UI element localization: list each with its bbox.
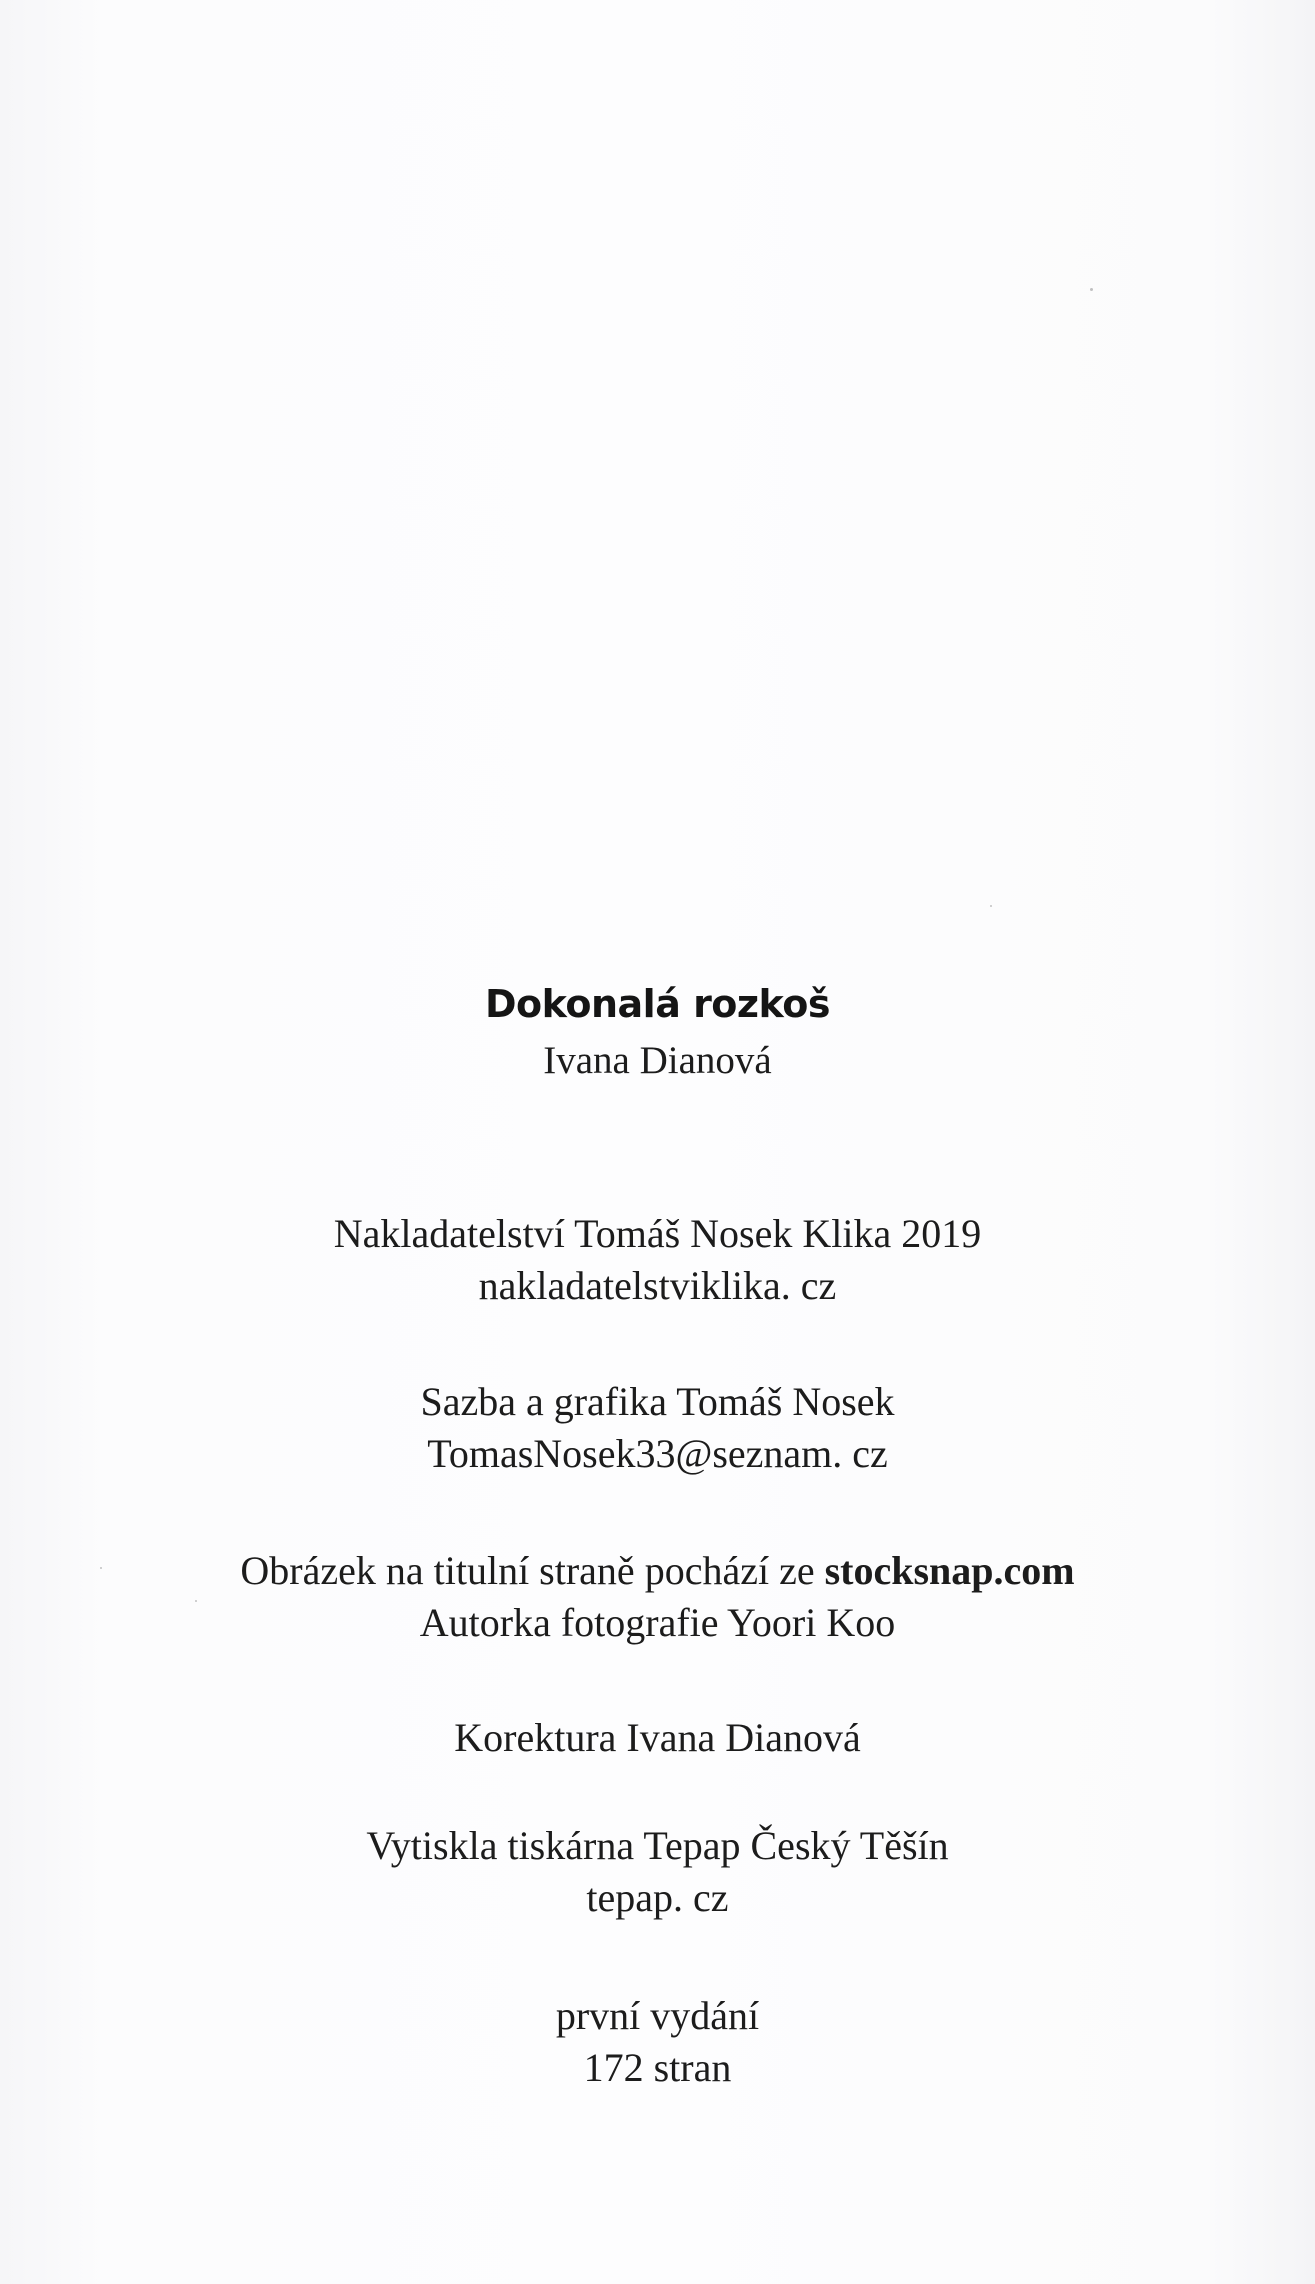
proofreading-line: Korektura Ivana Dianová bbox=[454, 1715, 861, 1760]
book-title: Dokonalá rozkoš bbox=[484, 982, 831, 1026]
cover-credits-block bbox=[0, 1545, 1315, 1649]
typesetting-email: TomasNosek33@seznam. cz bbox=[427, 1431, 888, 1476]
photographer-line: Autorka fotografie Yoori Koo bbox=[419, 1600, 896, 1645]
printing-block bbox=[0, 1820, 1315, 1924]
paper-speck bbox=[990, 905, 992, 907]
publisher-line: Nakladatelství Tomáš Nosek Klika 2019 bbox=[333, 1211, 982, 1256]
printing-line: Vytiskla tiskárna Tepap Český Těšín bbox=[366, 1823, 949, 1868]
publisher-block bbox=[0, 1208, 1315, 1312]
book-author: Ivana Dianová bbox=[543, 1039, 772, 1082]
edition-line: první vydání bbox=[555, 1993, 760, 2038]
paper-speck bbox=[1090, 288, 1093, 291]
cover-image-source-line bbox=[0, 1545, 1315, 1597]
cover-source-site: stocksnap.com bbox=[824, 1548, 1075, 1593]
typesetting-block bbox=[0, 1376, 1315, 1480]
publisher-website: nakladatelstviklika. cz bbox=[478, 1263, 837, 1308]
printing-website: tepap. cz bbox=[586, 1875, 729, 1920]
cover-source-prefix: Obrázek na titulní straně pochází ze bbox=[240, 1548, 825, 1593]
proofreading-block bbox=[0, 1712, 1315, 1764]
edition-block bbox=[0, 1990, 1315, 2094]
page-count: 172 stran bbox=[583, 2045, 732, 2090]
typesetting-line: Sazba a grafika Tomáš Nosek bbox=[420, 1379, 895, 1424]
